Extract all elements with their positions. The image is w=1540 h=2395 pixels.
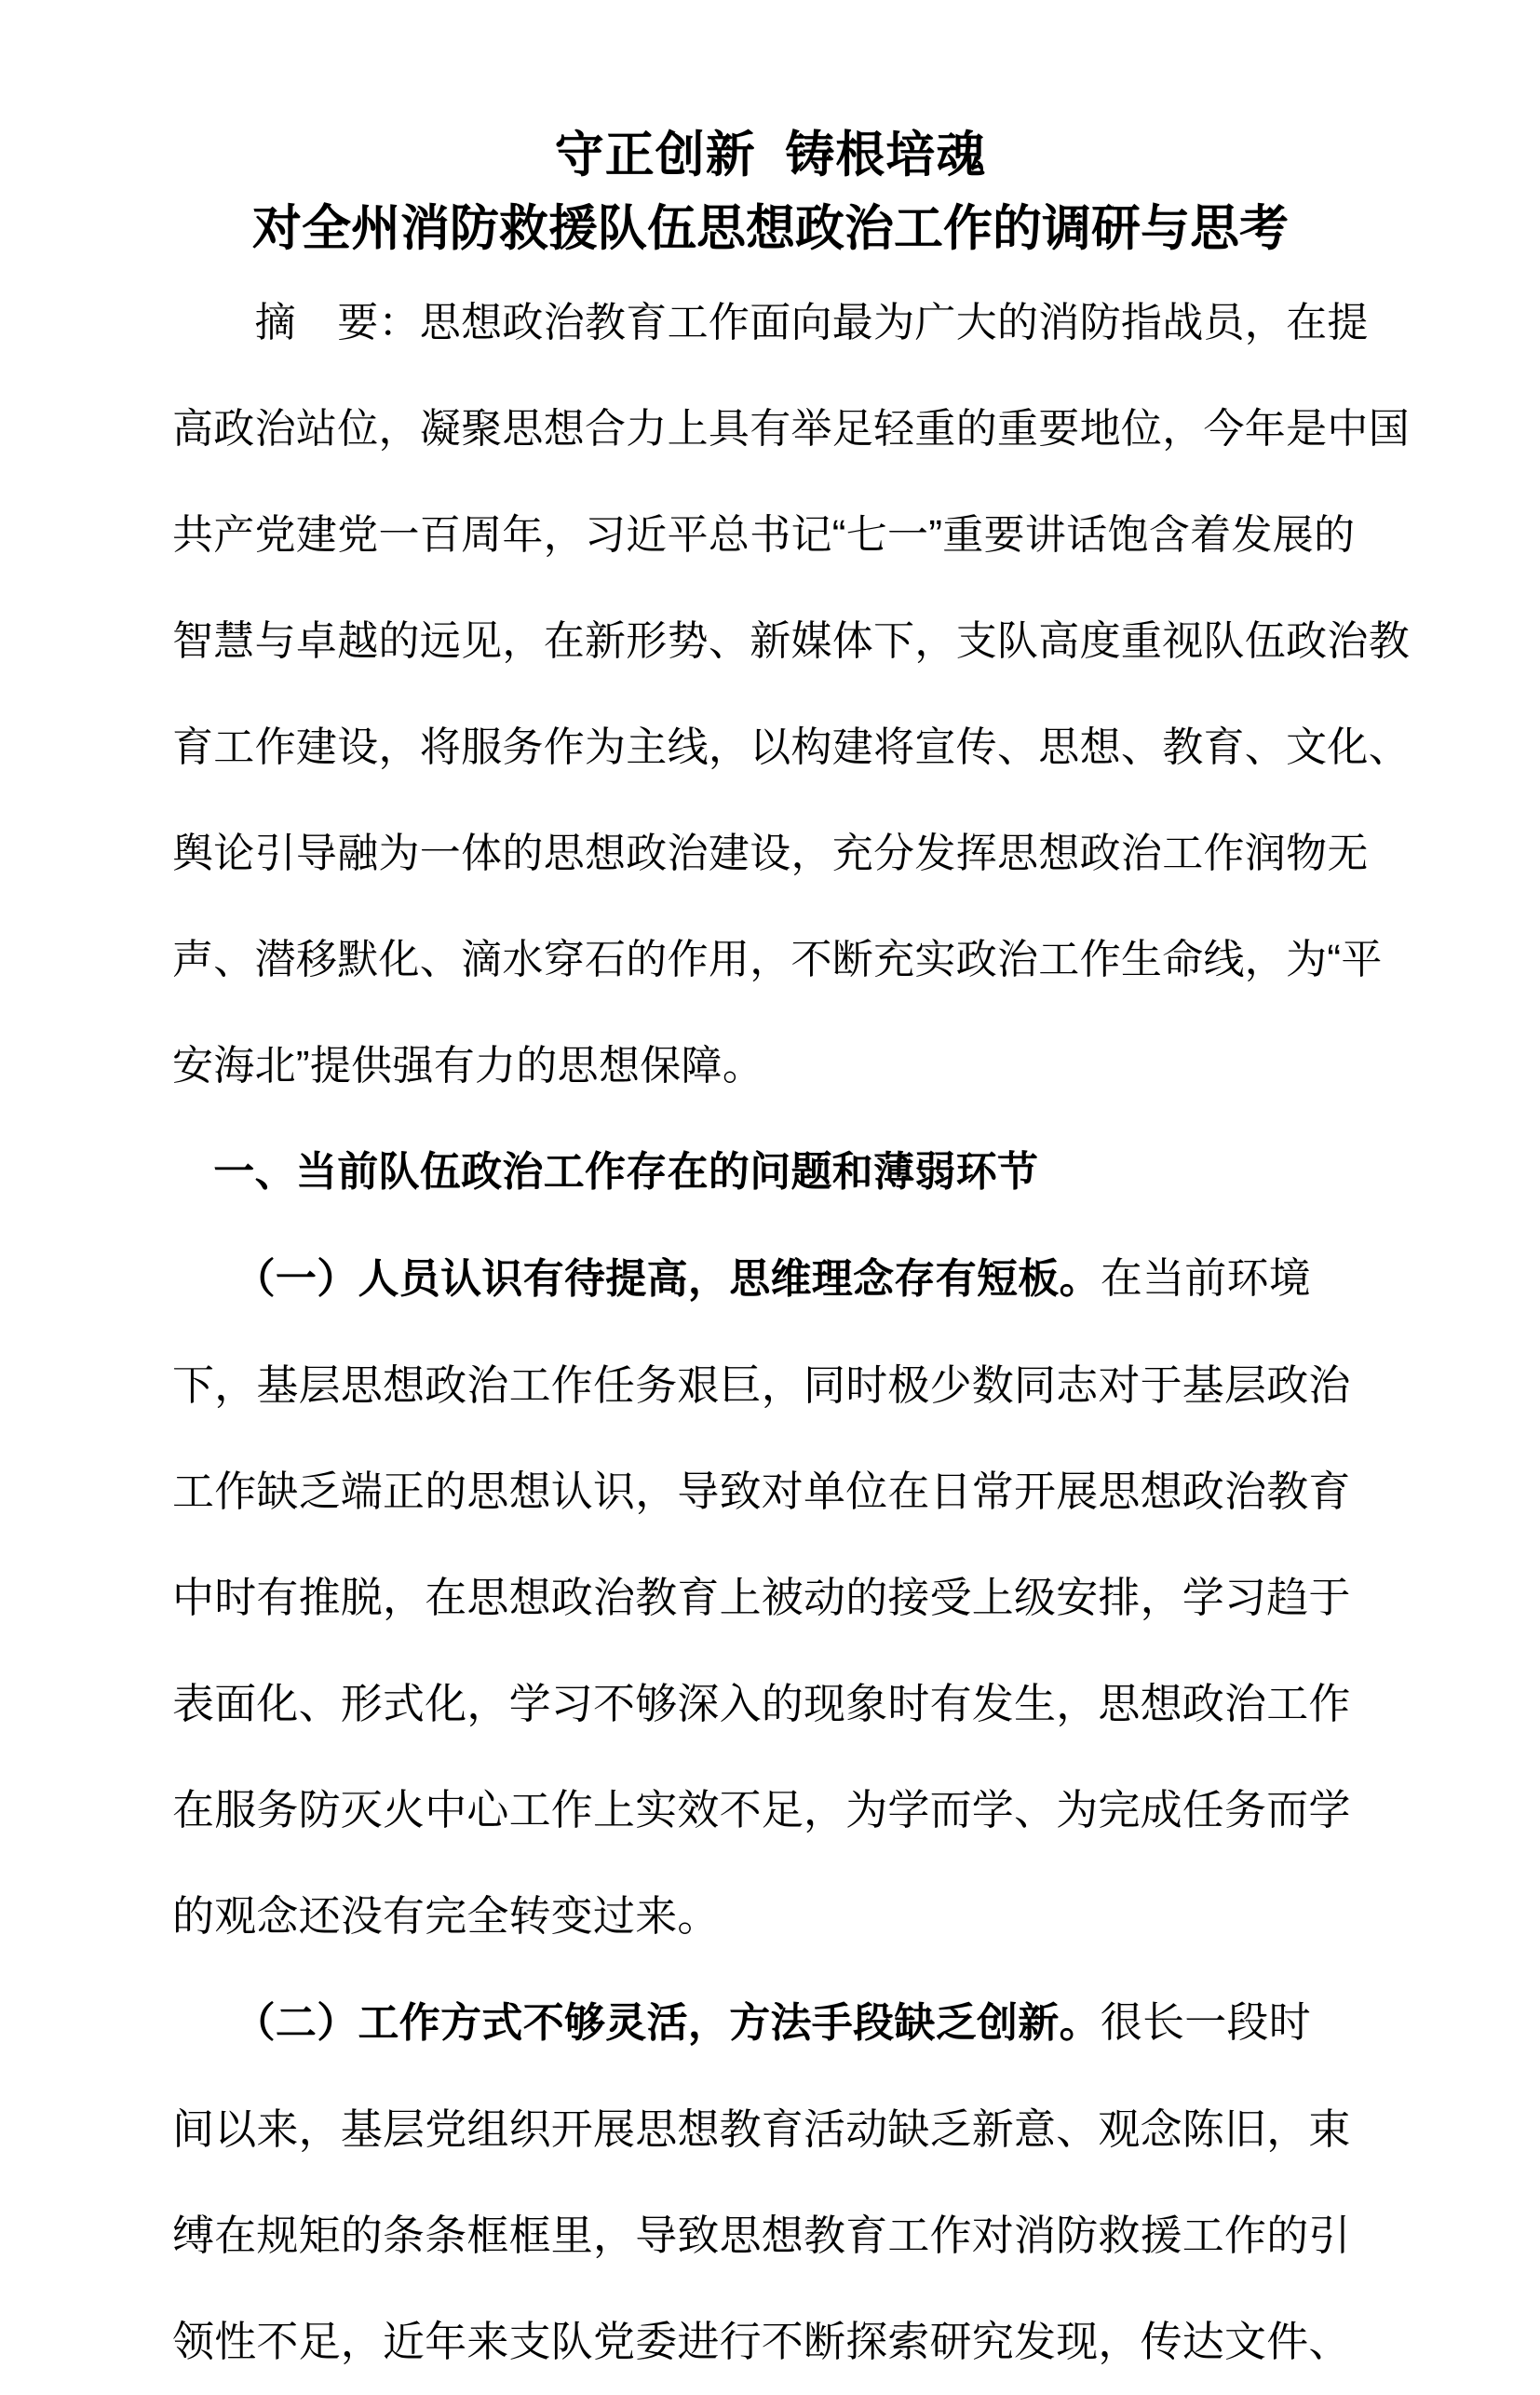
- body-line: 的观念还没有完全转变过来。: [172, 1893, 720, 1940]
- body-line: 工作缺乏端正的思想认识，导致对单位在日常开展思想政治教育: [172, 1468, 1351, 1515]
- abstract-line: 共产党建党一百周年，习近平总书记“七一”重要讲话饱含着发展的: [172, 512, 1356, 558]
- abstract-line: 高政治站位，凝聚思想合力上具有举足轻重的重要地位，今年是中国: [172, 406, 1410, 452]
- abstract-line: 安海北”提供强有力的思想保障。: [172, 1043, 764, 1089]
- page-content: [172, 119, 1410, 2395]
- body-line: 缚在规矩的条条框框里，导致思想教育工作对消防救援工作的引: [172, 2212, 1351, 2259]
- abstract-line: 舆论引导融为一体的思想政治建设，充分发挥思想政治工作润物无: [172, 831, 1369, 876]
- body-line: 间以来，基层党组织开展思想教育活动缺乏新意、观念陈旧，束: [172, 2106, 1351, 2153]
- document-title-line-2: 对全州消防救援队伍思想政治工作的调研与思考: [252, 201, 1289, 256]
- subsection-first-line-rest: 在当前环境: [1100, 1255, 1311, 1302]
- subsection-lead-2: （二）工作方式不够灵活，方法手段缺乏创新。: [172, 2000, 1101, 2046]
- document-title-line-1: 守正创新 铸根培魂: [554, 128, 987, 183]
- abstract-line: 智慧与卓越的远见，在新形势、新媒体下，支队高度重视队伍政治教: [172, 618, 1410, 664]
- abstract-line: 摘 要：思想政治教育工作面向最为广大的消防指战员，在提: [172, 300, 1369, 345]
- subsection-paragraph-1: [172, 1225, 1369, 1969]
- subsection-first-line: [172, 1225, 1369, 1333]
- subsection-paragraph-2: [172, 1969, 1369, 2395]
- body-line: 在服务防灭火中心工作上实效不足，为学而学、为完成任务而学: [172, 1787, 1351, 1833]
- abstract-paragraph: [172, 270, 1410, 1119]
- subsection-first-line-rest: 很长一段时: [1100, 1999, 1311, 2046]
- subsection-first-line: [172, 1969, 1369, 2077]
- body-line: 领性不足，近年来支队党委进行不断探索研究发现，传达文件、: [172, 2319, 1351, 2365]
- body-line: 表面化、形式化，学习不够深入的现象时有发生，思想政治工作: [172, 1681, 1351, 1727]
- abstract-line: 育工作建设，将服务作为主线，以构建将宣传、思想、教育、文化、: [172, 724, 1410, 770]
- section-heading-1: 一、当前队伍政治工作存在的问题和薄弱环节: [172, 1149, 1039, 1195]
- body-line: 下，基层思想政治工作任务艰巨，同时极少数同志对于基层政治: [172, 1362, 1351, 1409]
- abstract-line: 声、潜移默化、滴水穿石的作用，不断充实政治工作生命线，为“平: [172, 937, 1383, 982]
- body-line: 中时有推脱，在思想政治教育上被动的接受上级安排，学习趋于: [172, 1575, 1351, 1621]
- subsection-lead-1: （一）人员认识有待提高，思维理念存有短板。: [172, 1256, 1101, 1302]
